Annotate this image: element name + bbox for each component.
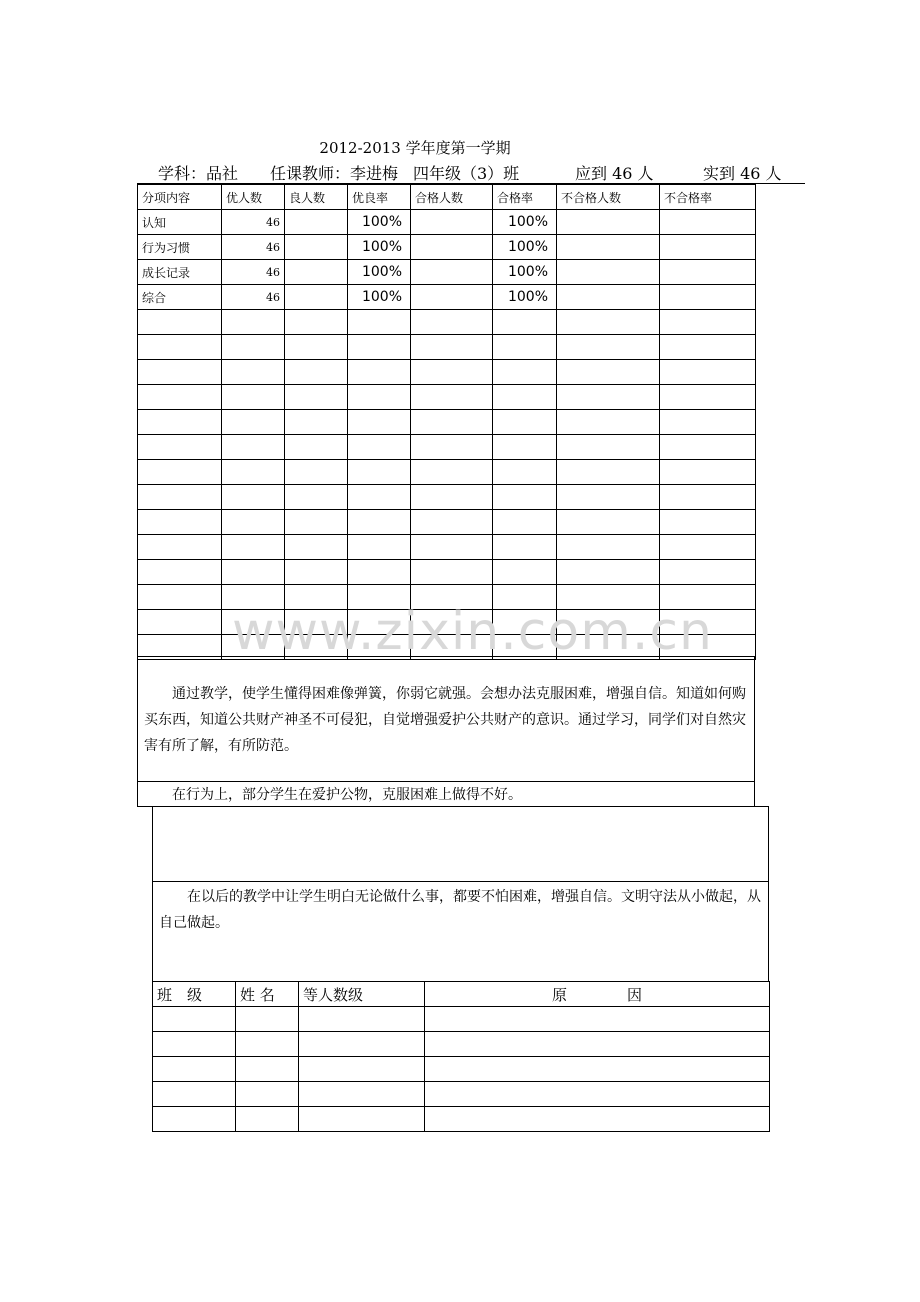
empty-table-row <box>138 560 756 585</box>
teacher-label: 任课教师：李进梅 <box>270 164 399 183</box>
class-label: 四年级（3）班 <box>413 164 520 183</box>
empty-table-row <box>153 1082 770 1107</box>
row-item: 综合 <box>138 285 222 310</box>
table-row <box>138 235 756 260</box>
empty-table-row <box>153 1107 770 1132</box>
row-rate: 100% <box>348 210 411 235</box>
row-rate: 100% <box>348 235 411 260</box>
empty-table-row <box>138 535 756 560</box>
row-excellent: 46 <box>222 285 285 310</box>
blank-box <box>152 806 769 882</box>
row-excellent: 46 <box>222 260 285 285</box>
empty-table-row <box>138 360 756 385</box>
expected-count: 应到 46 人 <box>575 164 654 183</box>
actual-count: 实到 46 人 <box>703 164 782 183</box>
col-name: 姓 名 <box>236 982 299 1007</box>
empty-table-row <box>138 310 756 335</box>
problem-text: 在行为上，部分学生在爱护公物，克服困难上做得不好。 <box>172 787 522 803</box>
empty-table-row <box>138 335 756 360</box>
table-row <box>138 285 756 310</box>
details-header-row <box>153 982 770 1007</box>
empty-table-row <box>153 1057 770 1082</box>
row-pass-rate: 100% <box>493 235 557 260</box>
col-good: 良人数 <box>285 185 348 210</box>
row-excellent: 46 <box>222 210 285 235</box>
row-item: 行为习惯 <box>138 235 222 260</box>
empty-table-row <box>153 1032 770 1057</box>
achievement-box <box>137 656 755 782</box>
row-excellent: 46 <box>222 235 285 260</box>
row-pass-rate: 100% <box>493 210 557 235</box>
col-class: 班 级 <box>153 982 236 1007</box>
row-rate: 100% <box>348 260 411 285</box>
col-fail-rate: 不合格率 <box>660 185 756 210</box>
empty-table-row <box>138 510 756 535</box>
stats-header-row <box>138 185 756 210</box>
col-pass-rate: 合格率 <box>493 185 557 210</box>
col-item: 分项内容 <box>138 185 222 210</box>
row-rate: 100% <box>348 285 411 310</box>
empty-table-row <box>138 410 756 435</box>
empty-table-row <box>138 385 756 410</box>
col-grade: 等人数级 <box>299 982 425 1007</box>
col-fail: 不合格人数 <box>557 185 660 210</box>
problem-box <box>137 781 755 807</box>
watermark: www.zixin.com.cn <box>232 602 713 662</box>
empty-rows <box>153 1007 770 1132</box>
details-table <box>152 981 770 1132</box>
row-item: 认知 <box>138 210 222 235</box>
empty-table-row <box>153 1007 770 1032</box>
empty-table-row <box>138 485 756 510</box>
col-reason: 原 因 <box>425 982 770 1007</box>
stats-table <box>137 184 756 660</box>
table-row <box>138 260 756 285</box>
row-pass-rate: 100% <box>493 285 557 310</box>
subject-label: 学科：品社 <box>158 164 239 183</box>
term-title: 2012-2013 学年度第一学期 <box>319 139 511 157</box>
row-item: 成长记录 <box>138 260 222 285</box>
improvement-text: 在以后的教学中让学生明白无论做什么事，都要不怕困难，增强自信。文明守法从小做起，从自己做起。 <box>159 889 761 931</box>
empty-table-row <box>138 460 756 485</box>
improvement-box <box>152 881 769 982</box>
achievement-text: 通过教学，使学生懂得困难像弹簧，你弱它就强。会想办法克服困难，增强自信。知道如何购买东西，知道公共财产神圣不可侵犯，自觉增强爱护公共财产的意识。通过学习，同学们对自然灾害有所了解，有所防范。 <box>144 686 746 754</box>
table-row <box>138 210 756 235</box>
col-excellent: 优人数 <box>222 185 285 210</box>
col-good-rate: 优良率 <box>348 185 411 210</box>
row-pass-rate: 100% <box>493 260 557 285</box>
col-pass: 合格人数 <box>411 185 493 210</box>
empty-table-row <box>138 435 756 460</box>
